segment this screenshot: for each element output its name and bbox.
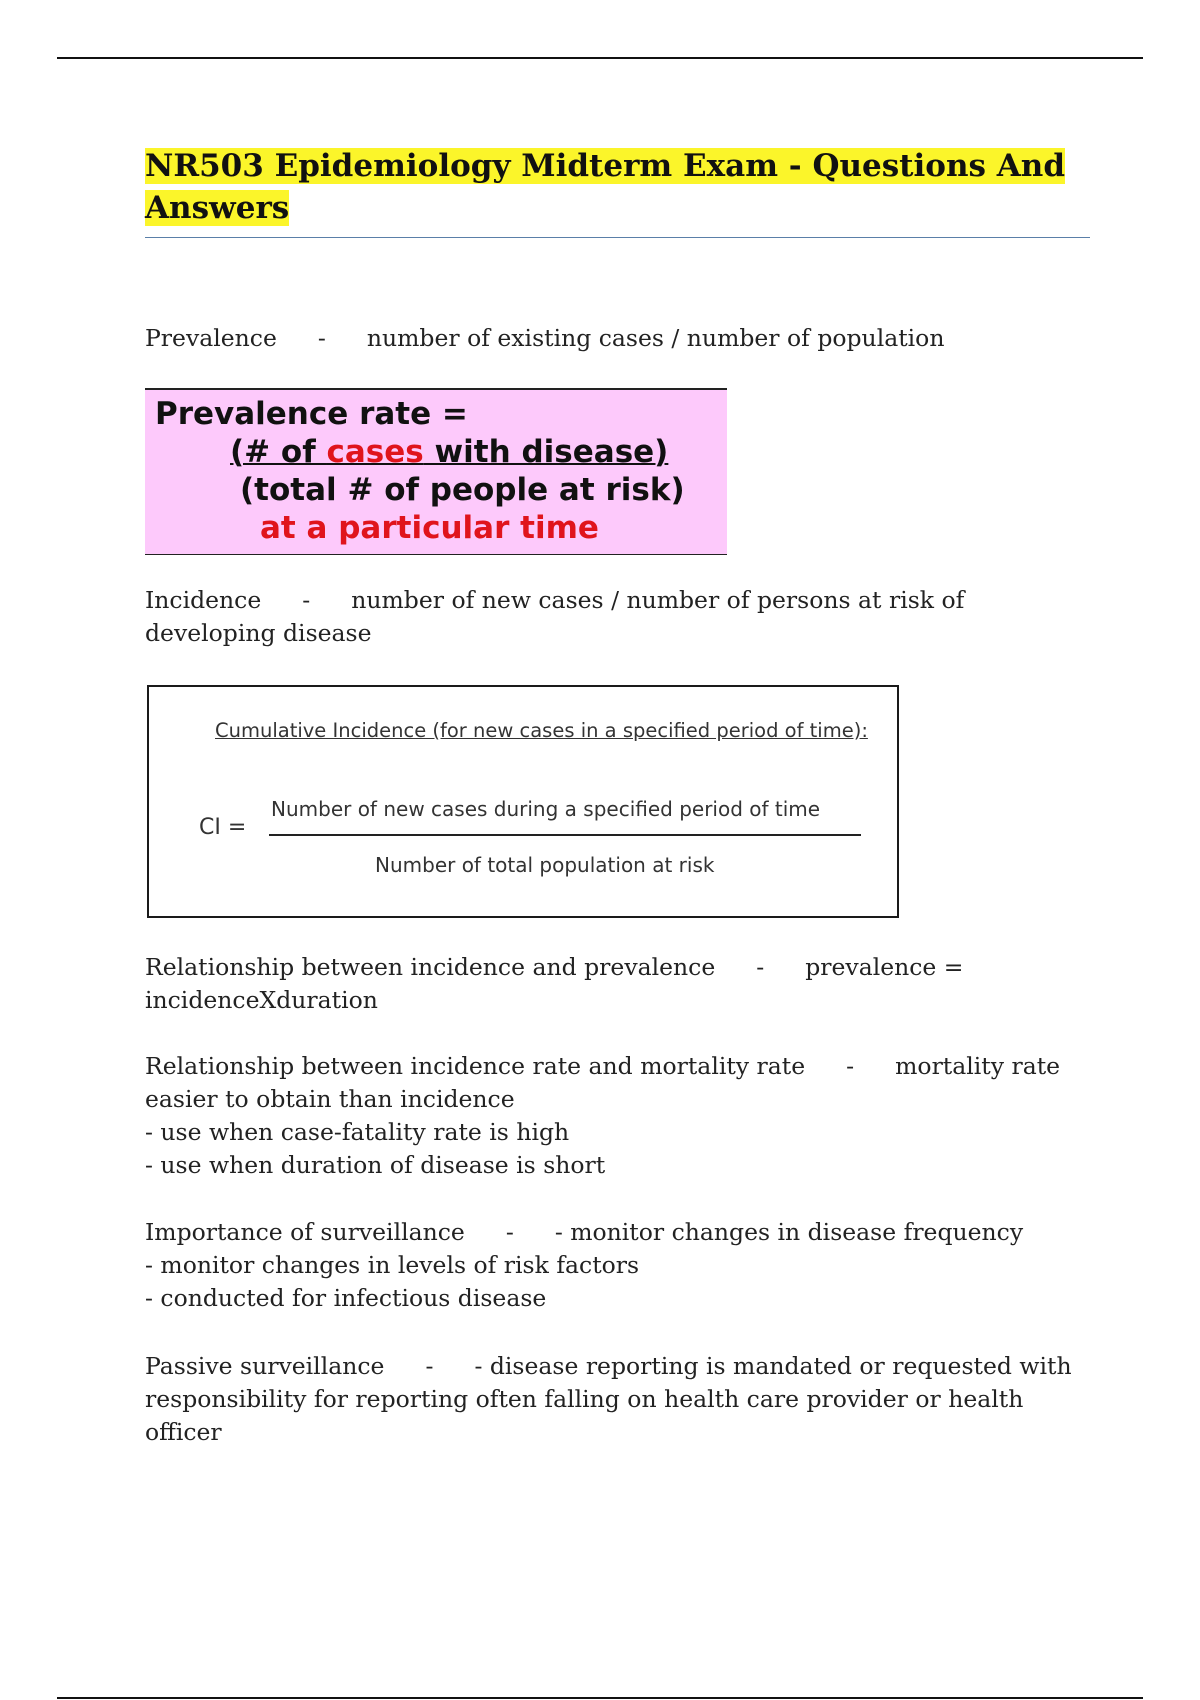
entry-term: Relationship between incidence rate and mortality rate	[145, 1052, 806, 1080]
entry-prevalence	[145, 322, 1095, 355]
entry-importance-of-surveillance	[145, 1216, 1095, 1315]
prevalence-formula-image	[145, 388, 727, 555]
entry-term: Passive surveillance	[145, 1352, 385, 1380]
prevalence-formula-denominator: (total # of people at risk)	[240, 472, 685, 508]
entry-dash: -	[425, 1352, 434, 1380]
entry-definition: - monitor changes in disease frequency	[554, 1218, 1024, 1246]
cumulative-incidence-formula-image	[147, 685, 899, 918]
entry-term: Importance of surveillance	[145, 1218, 465, 1246]
entry-relationship-incidence-mortality	[145, 1050, 1095, 1182]
entry-dash: -	[756, 953, 765, 981]
entry-line: - conducted for infectious disease	[145, 1284, 547, 1312]
ci-fraction-bar	[269, 834, 861, 836]
entry-line: - monitor changes in levels of risk factors	[145, 1251, 640, 1279]
page-bottom-rule	[57, 1697, 1143, 1699]
entry-term: Prevalence	[145, 324, 277, 352]
ci-denominator: Number of total population at risk	[375, 853, 715, 877]
prevalence-formula-time: at a particular time	[260, 510, 599, 546]
prevalence-formula-numerator	[230, 434, 668, 470]
entry-passive-surveillance	[145, 1350, 1095, 1449]
entry-line: - use when duration of disease is short	[145, 1151, 606, 1179]
numerator-part-b: with disease)	[423, 434, 669, 470]
prevalence-formula-line1: Prevalence rate =	[155, 396, 468, 432]
document-title	[145, 145, 1090, 229]
title-block	[145, 145, 1090, 238]
entry-dash: -	[846, 1052, 855, 1080]
entry-definition: mortality rate easier to obtain than incidence	[145, 1052, 1068, 1113]
entry-definition: number of new cases / number of persons at risk of developing disease	[145, 586, 972, 647]
ci-label: CI =	[199, 815, 247, 840]
entry-definition: prevalence = incidenceXduration	[145, 953, 971, 1014]
title-highlight: NR503 Epidemiology Midterm Exam - Questions And Answers	[145, 148, 1065, 226]
entry-definition: - disease reporting is mandated or requested with responsibility for reporting often falling on health care provider or health officer	[145, 1352, 1080, 1446]
entry-dash: -	[505, 1218, 514, 1246]
numerator-part-a: (# of	[230, 434, 327, 470]
entry-term: Incidence	[145, 586, 262, 614]
numerator-cases: cases	[326, 434, 424, 470]
entry-line: - use when case-fatality rate is high	[145, 1118, 570, 1146]
entry-dash: -	[302, 586, 311, 614]
entry-incidence	[145, 584, 1095, 650]
ci-numerator: Number of new cases during a specified period of time	[271, 797, 821, 821]
ci-title: Cumulative Incidence (for new cases in a specified period of time):	[215, 719, 868, 742]
entry-dash: -	[317, 324, 326, 352]
entry-term: Relationship between incidence and prevalence	[145, 953, 716, 981]
entry-relationship-incidence-prevalence	[145, 951, 1095, 1017]
page-top-rule	[57, 57, 1143, 59]
entry-definition: number of existing cases / number of population	[366, 324, 945, 352]
